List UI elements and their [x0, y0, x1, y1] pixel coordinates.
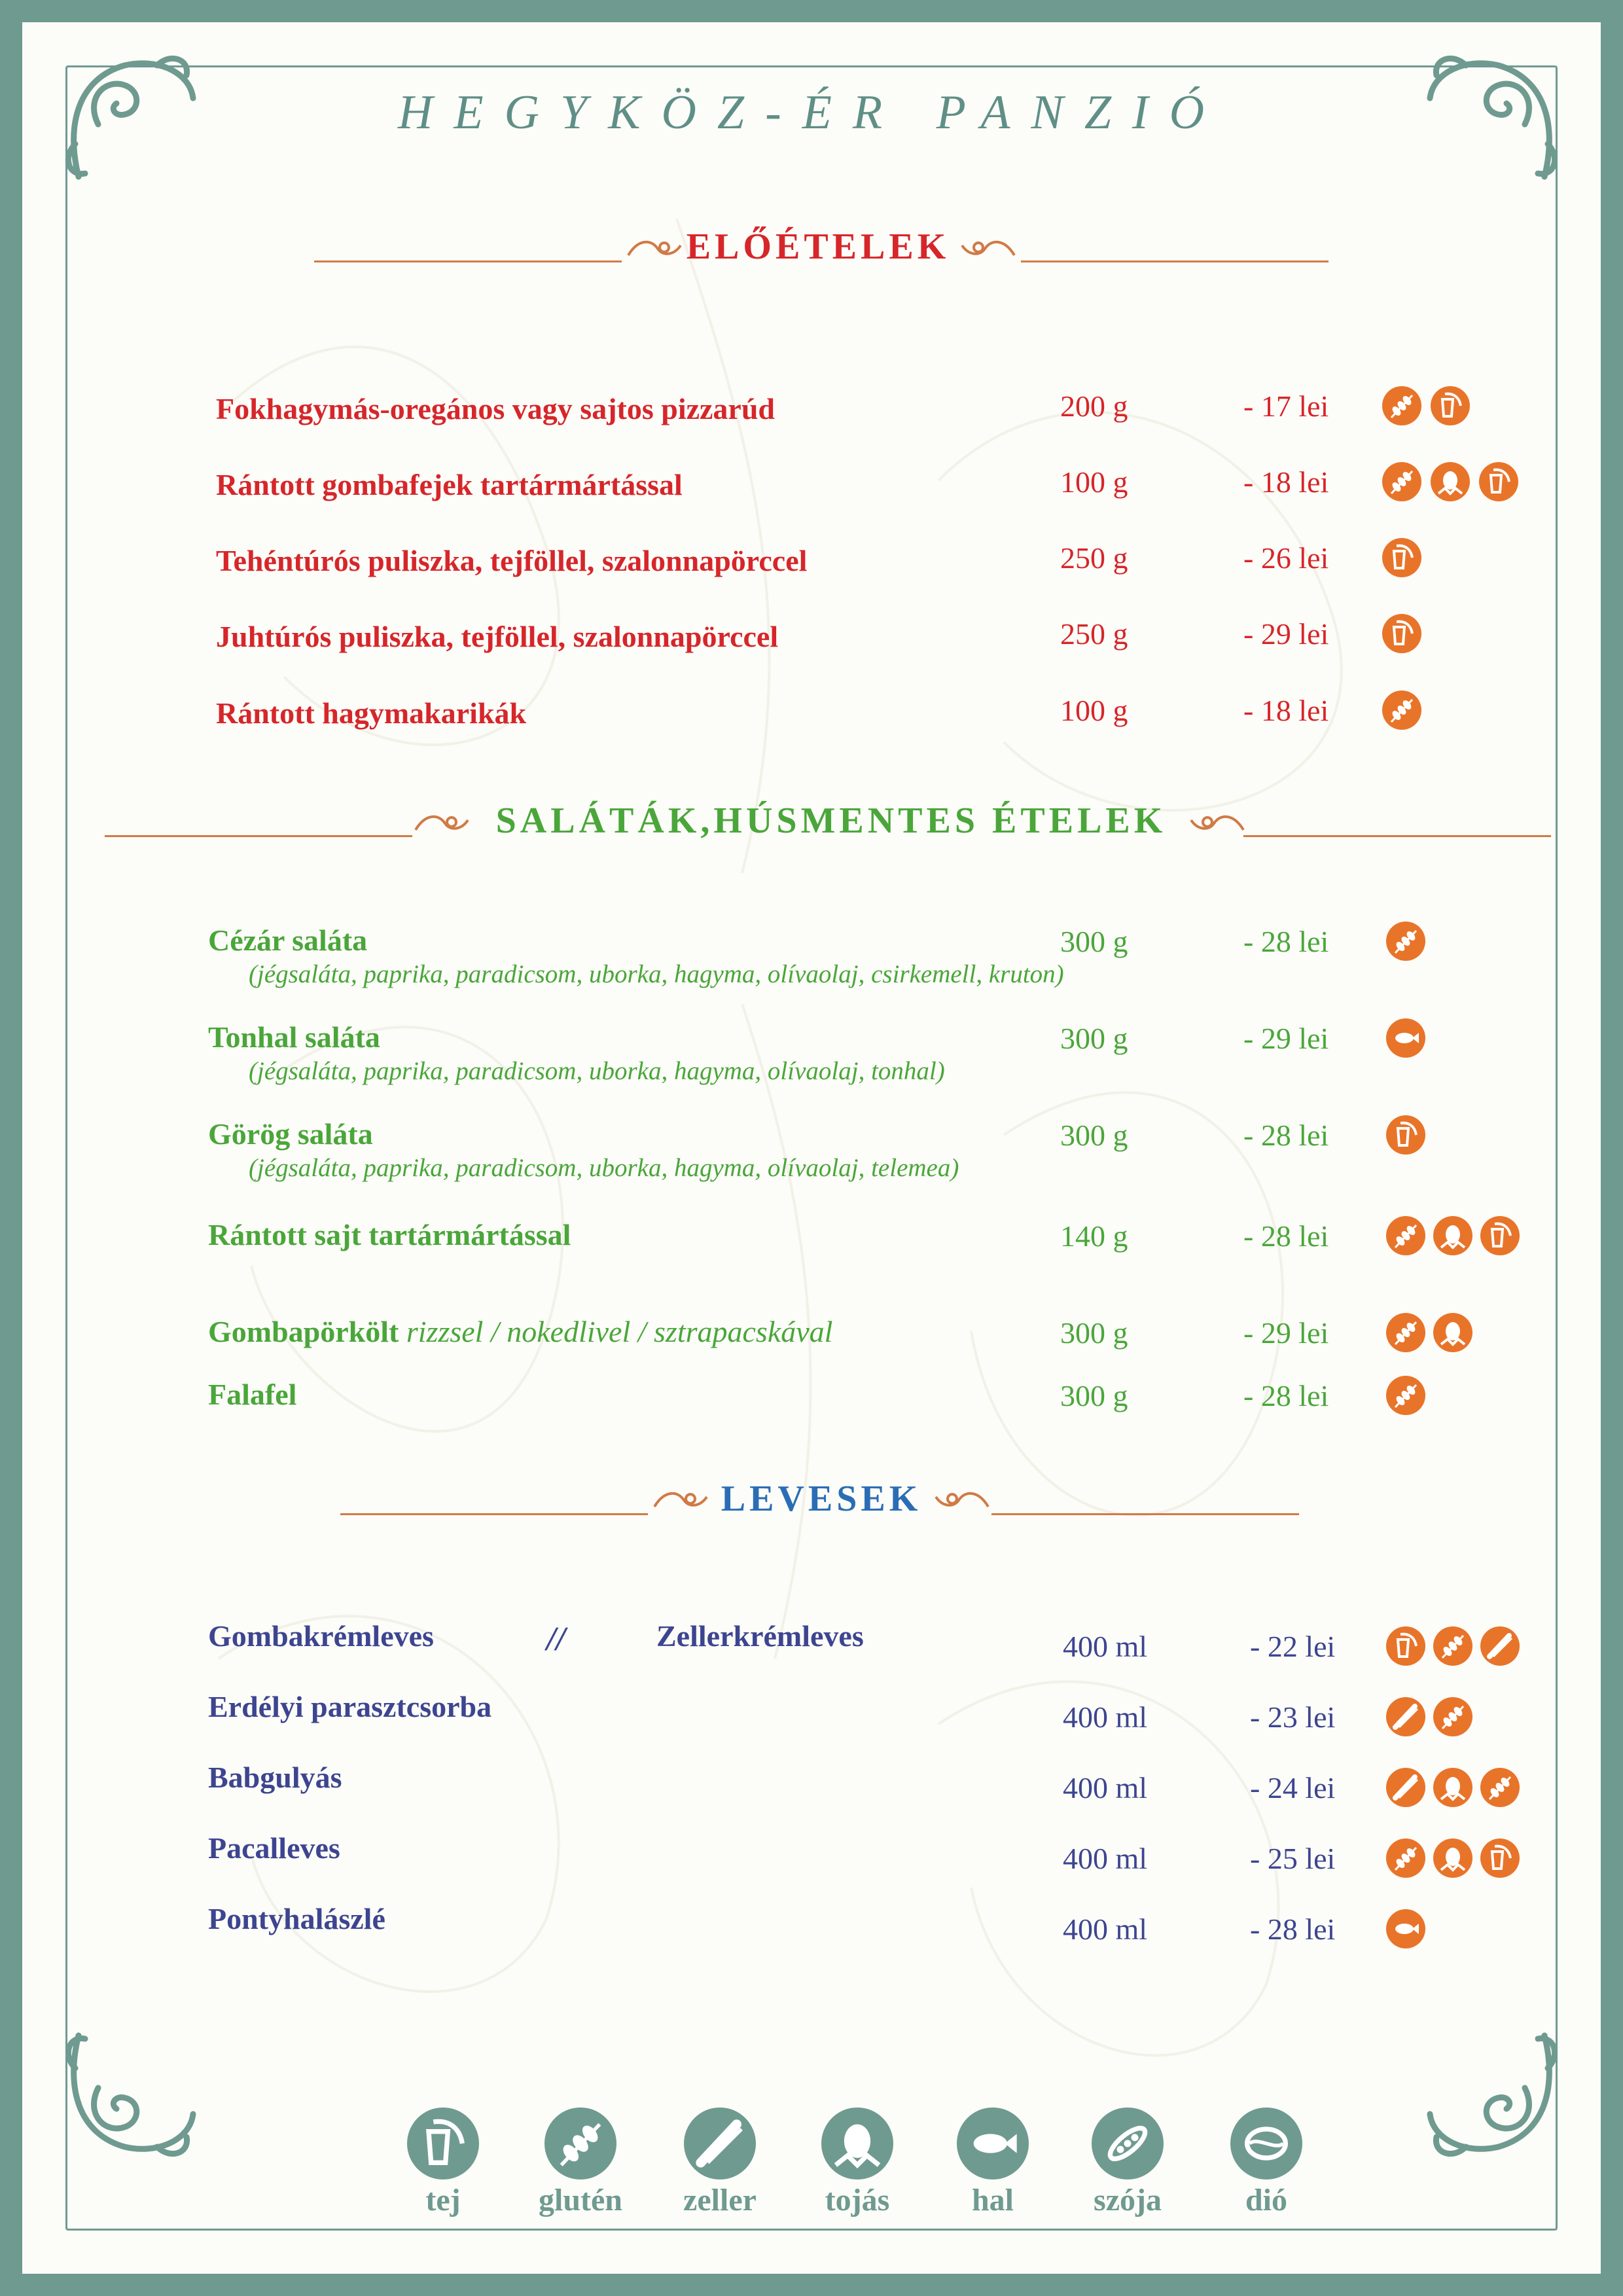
- soy-icon: [1092, 2108, 1164, 2179]
- menu-item-name-options: rizzsel / nokedlivel / sztrapacskával: [399, 1315, 833, 1348]
- milk-icon: [1386, 1115, 1425, 1155]
- menu-item-amount: 200 g: [1060, 389, 1128, 423]
- gluten-icon: [1386, 1313, 1425, 1352]
- menu-item-amount: 300 g: [1060, 1379, 1128, 1412]
- menu-item-name: [208, 1020, 380, 1054]
- menu-item-price: - 28 lei: [1250, 1912, 1336, 1946]
- legend-label-celery: zeller: [683, 2183, 757, 2217]
- milk-icon: [1479, 462, 1518, 501]
- menu-item-amount: 100 g: [1060, 694, 1128, 727]
- section-title-levesek: LEVESEK: [721, 1479, 922, 1519]
- menu-item-price: - 28 lei: [1243, 1379, 1329, 1412]
- menu-item-amount: 400 ml: [1063, 1700, 1148, 1734]
- menu-item-name: [208, 1217, 571, 1252]
- menu-item-name-text: Fokhagymás-oregános vagy sajtos pizzarúd: [216, 392, 776, 425]
- menu-item-name-text: Erdélyi parasztcsorba: [208, 1690, 492, 1723]
- egg-icon: [1433, 1839, 1472, 1878]
- gluten-icon: [1386, 1839, 1425, 1878]
- menu-item-name-text: Rántott sajt tartármártással: [208, 1218, 571, 1251]
- menu-item-price: - 28 lei: [1243, 1219, 1329, 1253]
- menu-item-name-text: Juhtúrós puliszka, tejföllel, szalonnapörccel: [216, 620, 779, 653]
- menu-item-name-alt: Zellerkrémleves: [656, 1619, 864, 1653]
- separator-slashes: //: [546, 1621, 565, 1658]
- gluten-icon: [1480, 1768, 1520, 1807]
- milk-icon: [1431, 386, 1470, 425]
- menu-item-amount: 400 ml: [1063, 1771, 1148, 1804]
- milk-icon: [1480, 1216, 1520, 1255]
- corner-ornament-bottom-left: [59, 2022, 203, 2166]
- menu-item-amount: 140 g: [1060, 1219, 1128, 1253]
- egg-icon: [1431, 462, 1470, 501]
- menu-item-name-text: Babgulyás: [208, 1761, 342, 1794]
- menu-item-price: - 26 lei: [1243, 541, 1329, 575]
- menu-item-description: (jégsaláta, paprika, paradicsom, uborka, hagyma, olívaolaj, csirkemell, kruton): [249, 960, 1064, 988]
- egg-icon: [821, 2108, 893, 2179]
- section-divider-left: [314, 260, 622, 262]
- section-divider-right: [1243, 835, 1551, 837]
- menu-item-name: [216, 467, 683, 502]
- gluten-icon: [1433, 1626, 1472, 1666]
- menu-item-price: - 22 lei: [1250, 1630, 1336, 1663]
- celery-icon: [1386, 1768, 1425, 1807]
- legend-label-nut: dió: [1245, 2183, 1288, 2217]
- menu-item-name: [216, 391, 775, 426]
- menu-item-name: [208, 923, 367, 958]
- menu-item-name-text: Cézár saláta: [208, 924, 368, 957]
- menu-item-name-text: Pacalleves: [208, 1831, 340, 1865]
- nut-icon: [1230, 2108, 1302, 2179]
- fish-icon: [957, 2108, 1029, 2179]
- menu-item-amount: 400 ml: [1063, 1630, 1148, 1663]
- menu-item-amount: 300 g: [1060, 925, 1128, 958]
- scroll-ornament-icon: [959, 236, 1018, 262]
- menu-item-name-text: Pontyhalászlé: [208, 1902, 385, 1935]
- menu-item-price: - 18 lei: [1243, 694, 1329, 727]
- milk-icon: [1382, 538, 1421, 577]
- scroll-ornament-icon: [651, 1487, 710, 1513]
- gluten-icon: [544, 2108, 616, 2179]
- scroll-ornament-icon: [1188, 810, 1247, 836]
- menu-item-price: - 29 lei: [1243, 1316, 1329, 1350]
- menu-item-price: - 29 lei: [1243, 1022, 1329, 1055]
- menu-item-price: - 18 lei: [1243, 465, 1329, 499]
- section-divider-left: [340, 1513, 648, 1515]
- menu-item-amount: 300 g: [1060, 1022, 1128, 1055]
- section-divider-right: [991, 1513, 1299, 1515]
- legend-label-fish: hal: [971, 2183, 1014, 2217]
- menu-item-name: [208, 1117, 373, 1151]
- menu-item-name-text: Tonhal saláta: [208, 1020, 380, 1054]
- gluten-icon: [1386, 1376, 1425, 1415]
- legend-label-milk: tej: [425, 2183, 461, 2217]
- scroll-ornament-icon: [412, 810, 471, 836]
- menu-item-name: [216, 696, 526, 730]
- section-title-eloetelek: ELŐÉTELEK: [686, 226, 950, 267]
- milk-icon: [1382, 614, 1421, 653]
- celery-icon: [1480, 1626, 1520, 1666]
- menu-item-name-text: Rántott gombafejek tartármártással: [216, 468, 683, 501]
- milk-icon: [1480, 1839, 1520, 1878]
- menu-item-amount: 250 g: [1060, 617, 1128, 651]
- menu-item-name-text: Rántott hagymakarikák: [216, 696, 527, 730]
- menu-item-name: [208, 1901, 385, 1936]
- section-divider-right: [1021, 260, 1329, 262]
- menu-item-name: [208, 1314, 832, 1349]
- celery-icon: [1386, 1697, 1425, 1736]
- menu-item-amount: 400 ml: [1063, 1842, 1148, 1875]
- legend-label-soy: szója: [1094, 2183, 1162, 2217]
- menu-item-name: [216, 543, 807, 578]
- menu-item-amount: 300 g: [1060, 1316, 1128, 1350]
- gluten-icon: [1382, 462, 1421, 501]
- section-title-salatak: SALÁTÁK,HÚSMENTES ÉTELEK: [495, 800, 1167, 841]
- menu-item-name-text: Gombapörkölt: [208, 1315, 399, 1348]
- menu-item-description: (jégsaláta, paprika, paradicsom, uborka, hagyma, olívaolaj, tonhal): [249, 1057, 945, 1085]
- fish-icon: [1386, 1018, 1425, 1058]
- menu-item-name: [216, 619, 778, 654]
- menu-item-amount: 300 g: [1060, 1119, 1128, 1152]
- corner-ornament-bottom-right: [1420, 2022, 1564, 2166]
- legend-label-egg: tojás: [825, 2183, 890, 2217]
- milk-icon: [407, 2108, 479, 2179]
- menu-item-amount: 400 ml: [1063, 1912, 1148, 1946]
- menu-item-price: - 28 lei: [1243, 1119, 1329, 1152]
- page-title: HEGYKÖZ-ÉR PANZIÓ: [397, 86, 1226, 139]
- milk-icon: [1386, 1626, 1425, 1666]
- menu-item-name-text: Falafel: [208, 1378, 297, 1411]
- menu-item-name-text: Gombakrémleves: [208, 1619, 434, 1653]
- menu-item-name: [208, 1377, 296, 1412]
- menu-item-name-text: Görög saláta: [208, 1117, 373, 1151]
- gluten-icon: [1382, 386, 1421, 425]
- menu-item-price: - 23 lei: [1250, 1700, 1336, 1734]
- egg-icon: [1433, 1216, 1472, 1255]
- menu-item-name-text: Tehéntúrós puliszka, tejföllel, szalonnapörccel: [216, 544, 808, 577]
- menu-item-name: [208, 1831, 340, 1865]
- menu-item-price: - 29 lei: [1243, 617, 1329, 651]
- menu-item-name: [208, 1760, 342, 1795]
- scroll-ornament-icon: [625, 236, 684, 262]
- menu-item-name: [208, 1689, 491, 1724]
- menu-item-price: - 28 lei: [1243, 925, 1329, 958]
- scroll-ornament-icon: [933, 1487, 991, 1513]
- menu-item-description: (jégsaláta, paprika, paradicsom, uborka, hagyma, olívaolaj, telemea): [249, 1154, 959, 1182]
- menu-item-price: - 25 lei: [1250, 1842, 1336, 1875]
- legend-label-gluten: glutén: [538, 2183, 622, 2217]
- menu-item-amount: 250 g: [1060, 541, 1128, 575]
- menu-item-price: - 17 lei: [1243, 389, 1329, 423]
- section-divider-left: [105, 835, 412, 837]
- menu-item-price: - 24 lei: [1250, 1771, 1336, 1804]
- gluten-icon: [1386, 1216, 1425, 1255]
- gluten-icon: [1433, 1697, 1472, 1736]
- menu-item-name: [208, 1619, 434, 1653]
- menu-item-amount: 100 g: [1060, 465, 1128, 499]
- fish-icon: [1386, 1909, 1425, 1948]
- egg-icon: [1433, 1768, 1472, 1807]
- egg-icon: [1433, 1313, 1472, 1352]
- gluten-icon: [1382, 691, 1421, 730]
- gluten-icon: [1386, 922, 1425, 961]
- celery-icon: [684, 2108, 756, 2179]
